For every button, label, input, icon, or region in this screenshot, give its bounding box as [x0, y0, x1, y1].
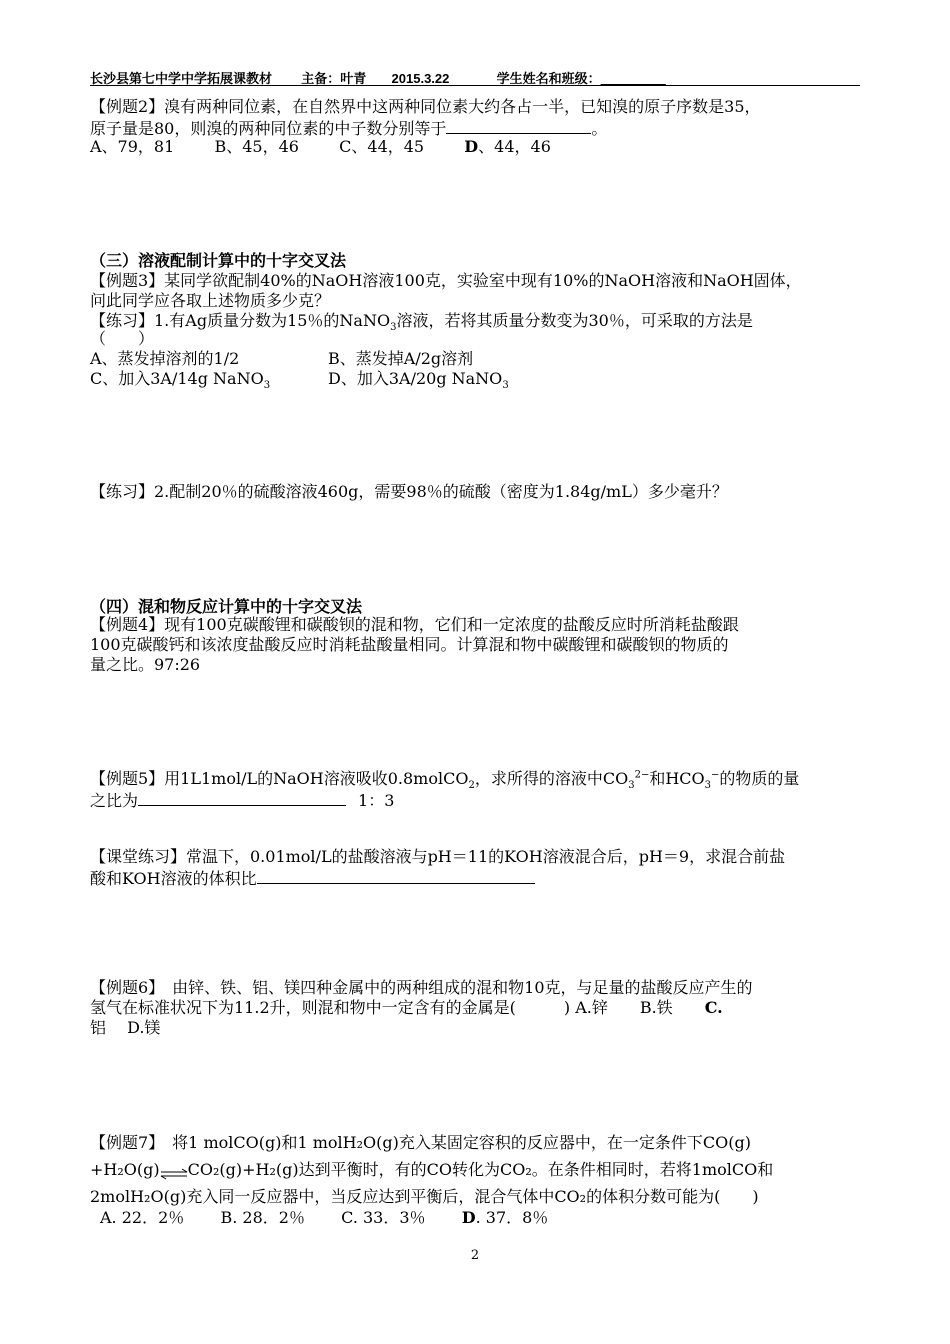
- ex7-line1: 【例题7】 将1 molCO(g)和1 molH₂O(g)充入某固定容积的反应器中，在一定条件下CO(g): [90, 1133, 751, 1152]
- ex7-line2-text-a: +H₂O(g): [90, 1160, 160, 1179]
- ex5-line2-text: 之比为: [90, 791, 139, 810]
- header-date: 2015.3.22: [391, 71, 450, 86]
- ex5-line2: [90, 789, 394, 811]
- ex5-sup2: 2−: [634, 769, 650, 781]
- ex5-answer-blank[interactable]: [138, 789, 346, 806]
- equilibrium-arrow-icon: [160, 1165, 188, 1177]
- practice1-text-a: 【练习】1.有Ag质量分数为15％的NaNO: [90, 311, 391, 330]
- ex2-line2-text: 原子量是80，则溴的两种同位素的中子数分别等于: [90, 119, 447, 138]
- practice1-line1: [90, 311, 753, 334]
- ex2-option-b: B、45，46: [214, 137, 299, 156]
- practice1-options-cd: [90, 369, 509, 392]
- ex6-line3: 铝 D.镁: [90, 1018, 161, 1037]
- header-school: 长沙县第七中学中学拓展课教材: [90, 71, 273, 86]
- ex5-line1: [90, 769, 800, 792]
- practice1-option-a: A、蒸发掉溶剂的1/2: [90, 349, 240, 368]
- practice1-option-b: B、蒸发掉A/2g溶剂: [328, 349, 474, 368]
- ex7-line3: 2molH₂O(g)充入同一反应器中，当反应达到平衡后，混合气体中CO₂的体积分数可能为( ): [90, 1187, 759, 1206]
- header-rule: [90, 85, 860, 86]
- ex5-sup3: −: [711, 769, 720, 781]
- ex5-sub3: 3: [704, 780, 712, 792]
- practice2: 【练习】2.配制20％的硫酸溶液460g，需要98％的硫酸（密度为1.84g/mL）多少毫升？: [90, 482, 728, 501]
- ex7-line2: [90, 1160, 773, 1180]
- ex7-option-b: B. 28．2％: [220, 1208, 305, 1227]
- section-4-title: （四）混和物反应计算中的十字交叉法: [90, 597, 363, 616]
- header-student: 学生姓名和班级：: [496, 71, 601, 86]
- ex2-options: [90, 137, 551, 157]
- classpractice-line2-text: 酸和KOH溶液的体积比: [90, 869, 257, 888]
- ex7-option-c: C. 33．3％: [341, 1208, 426, 1227]
- ex5-sub1: 2: [468, 780, 475, 792]
- ex5-text-d: 的物质的量: [719, 769, 800, 788]
- ex5-sub2: 3: [628, 780, 635, 792]
- classpractice-answer-blank[interactable]: [257, 867, 535, 884]
- practice1-option-c: C、加入3A/14g NaNO: [90, 369, 264, 388]
- ex5-text-b: ，求所得的溶液中CO: [474, 769, 629, 788]
- ex2-option-a: A、79，81: [90, 137, 175, 156]
- practice1-option-d: D、加入3A/20g NaNO: [328, 369, 503, 388]
- ex7-options: [100, 1208, 548, 1228]
- header-student-blank: _________: [600, 71, 666, 86]
- ex2-option-d: 、44，46: [478, 137, 551, 156]
- ex4-line2: 100克碳酸钙和该浓度盐酸反应时消耗盐酸量相同。计算混和物中碳酸锂和碳酸钡的物质的: [90, 635, 729, 654]
- ex5-answer: 1：3: [358, 791, 395, 810]
- ex7-option-d: . 37．8％: [475, 1208, 549, 1227]
- page-number: 2: [470, 1248, 480, 1263]
- practice1-option-c-sub: 3: [263, 380, 271, 392]
- header-editor: 主备：叶青: [301, 71, 367, 86]
- ex4-line1: 【例题4】现有100克碳酸锂和碳酸钡的混和物，它们和一定浓度的盐酸反应时所消耗盐酸跟: [90, 615, 739, 634]
- classpractice-line2: [90, 867, 535, 889]
- ex2-line2: [90, 117, 607, 139]
- ex6-line1: 【例题6】 由锌、铁、铝、镁四种金属中的两种组成的混和物10克，与足量的盐酸反应产生的: [90, 978, 753, 997]
- ex5-text-a: 【例题5】用1L1mol/L的NaOH溶液吸收0.8molCO: [90, 769, 469, 788]
- ex6-line2-text: 氢气在标准状况下为11.2升，则混和物中一定含有的金属是( ) A.锌 B.铁: [90, 998, 705, 1017]
- ex2-answer-blank[interactable]: [446, 117, 591, 134]
- ex2-line2-end: 。: [591, 119, 608, 138]
- ex4-line3: 量之比。97:26: [90, 655, 201, 674]
- practice1-bracket: （ ）: [90, 329, 155, 348]
- ex3-line2: 问此同学应各取上述物质多少克？: [90, 291, 331, 310]
- practice1-options-ab: [90, 349, 473, 369]
- practice1-sub: 3: [390, 322, 397, 334]
- ex3-line1: 【例题3】某同学欲配制40%的NaOH溶液100克，实验室中现有10%的NaOH溶液和NaOH固体，: [90, 271, 802, 290]
- practice1-text-b: 溶液，若将其质量分数变为30％，可采取的方法是: [396, 311, 753, 330]
- ex5-text-c: 和HCO: [649, 769, 705, 788]
- ex2-line1: 【例题2】溴有两种同位素，在自然界中这两种同位素大约各占一半，已知溴的原子序数是35，: [90, 97, 761, 116]
- practice1-option-d-sub: 3: [502, 380, 509, 392]
- ex7-option-a: A. 22．2％: [100, 1208, 185, 1227]
- ex2-option-d-letter: D: [464, 137, 479, 156]
- ex7-option-d-letter: D: [461, 1208, 476, 1227]
- ex6-option-c-letter: C.: [704, 998, 723, 1017]
- classpractice-line1: 【课堂练习】常温下，0.01mol/L的盐酸溶液与pH＝11的KOH溶液混合后，pH＝9，求混合前盐: [90, 847, 786, 866]
- ex7-line2-text-b: CO₂(g)+H₂(g)达到平衡时，有的CO转化为CO₂。在条件相同时，若将1molCO和: [187, 1160, 774, 1179]
- section-3-title: （三）溶液配制计算中的十字交叉法: [90, 251, 347, 270]
- ex2-option-c: C、44，45: [339, 137, 425, 156]
- ex6-line2: [90, 998, 723, 1018]
